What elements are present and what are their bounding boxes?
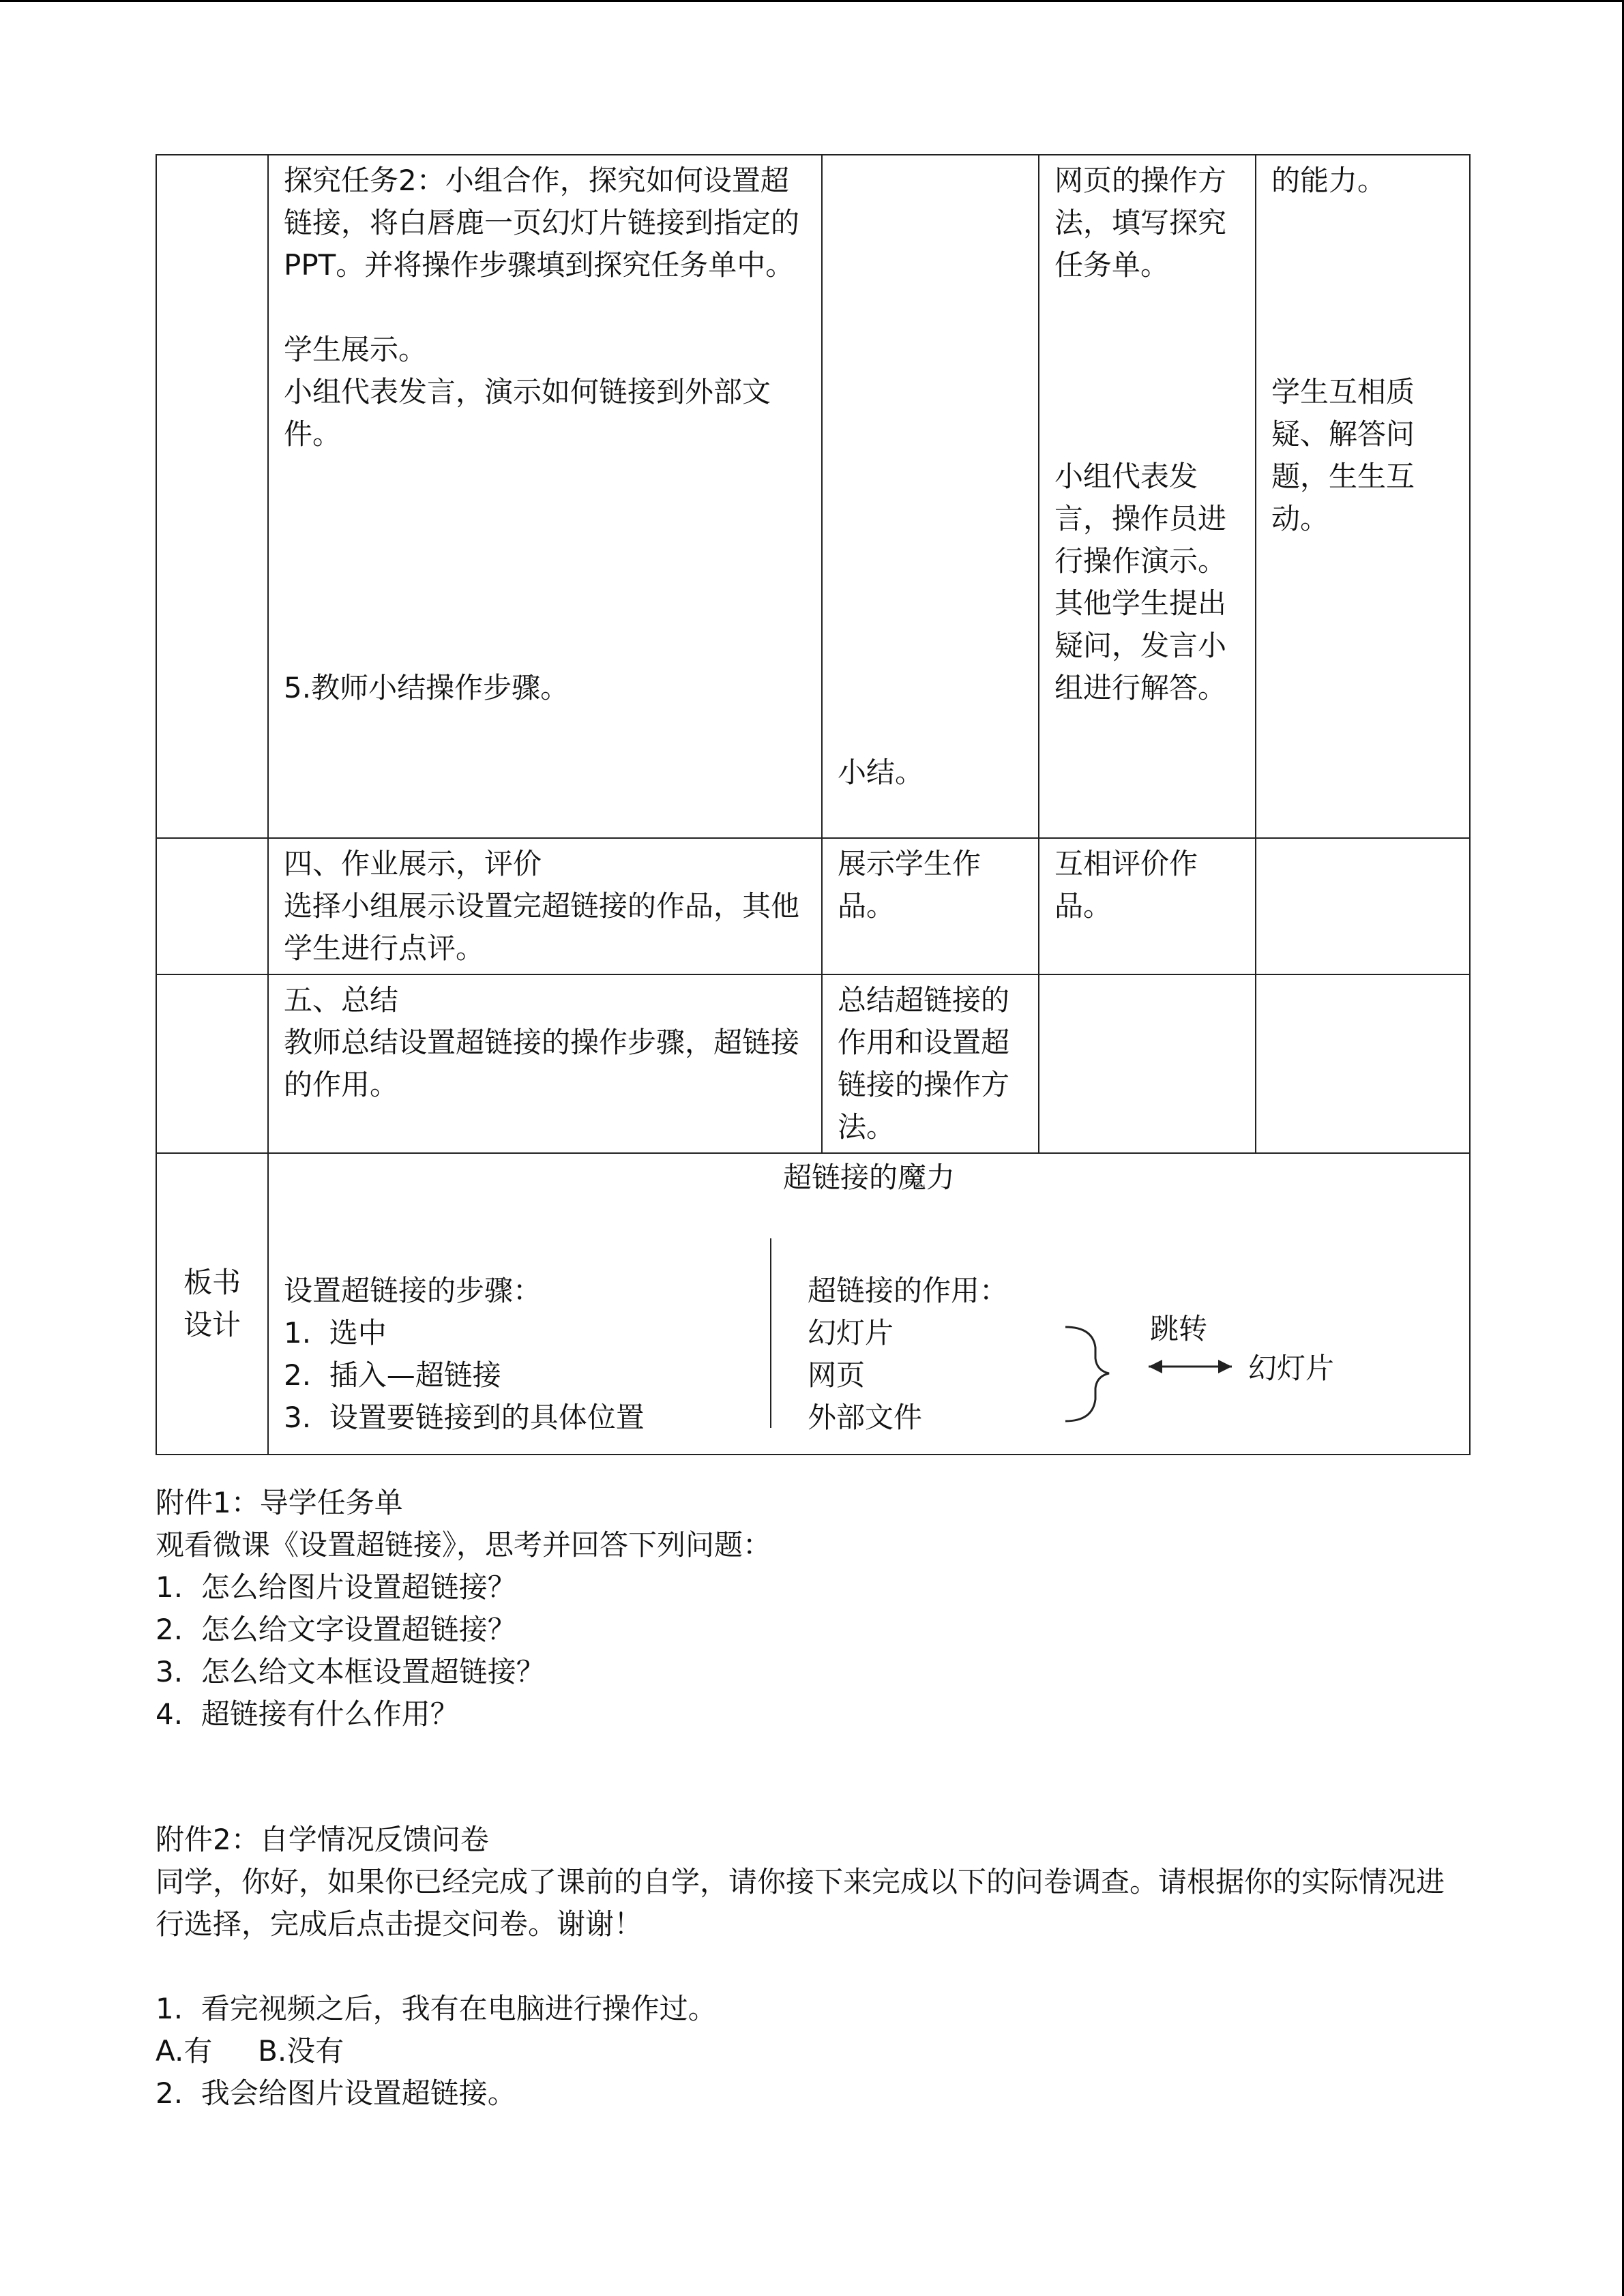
step-item: 1. 选中 [284, 1316, 387, 1350]
activity-heading: 四、作业展示，评价 [284, 847, 542, 880]
attachment-1 [156, 1482, 771, 1735]
activity-cell [268, 838, 822, 974]
step-item: 3. 设置要链接到的具体位置 [284, 1401, 645, 1434]
student-text: 小组代表发言，操作员进行操作演示。 [1054, 460, 1227, 578]
intent-cell [1256, 974, 1470, 1153]
question-item: 2. 怎么给文字设置超链接？ [156, 1613, 516, 1646]
activity-text: 教师总结设置超链接的操作步骤，超链接的作用。 [284, 1026, 800, 1101]
student-text: 互相评价作品。 [1054, 847, 1198, 923]
student-cell [1039, 974, 1256, 1153]
table-row-board-design [156, 1153, 1470, 1455]
table-row-show [156, 838, 1470, 974]
teacher-text: 总结超链接的作用和设置超链接的操作方法。 [838, 983, 1010, 1144]
board-design [269, 1154, 1469, 1454]
board-design-cell [268, 1153, 1470, 1455]
student-cell [1039, 155, 1256, 838]
student-cell [1039, 838, 1256, 974]
source-item: 幻灯片 [808, 1316, 894, 1350]
attachment-2 [156, 1819, 1472, 2115]
uses-title: 超链接的作用： [808, 1274, 1009, 1307]
stage-cell-empty [156, 838, 268, 974]
source-item: 网页 [808, 1358, 866, 1392]
lesson-plan-table [156, 154, 1471, 1455]
source-item: 外部文件 [808, 1401, 923, 1434]
activity-cell [268, 974, 822, 1153]
survey-question: 2. 我会给图片设置超链接。 [156, 2076, 516, 2110]
activity-heading: 五、总结 [284, 983, 399, 1017]
table-row-summary [156, 974, 1470, 1153]
teacher-cell [822, 838, 1039, 974]
survey-question: 1. 看完视频之后，我有在电脑进行操作过。 [156, 1992, 717, 2025]
attachment-1-title: 附件1：导学任务单 [156, 1486, 403, 1519]
step-item: 2. 插入—超链接 [284, 1358, 501, 1392]
activity-text: 小组代表发言，演示如何链接到外部文件。 [284, 375, 771, 451]
intent-cell [1256, 155, 1470, 838]
jump-label: 跳转 [1150, 1312, 1208, 1345]
intent-text: 的能力。 [1271, 164, 1387, 197]
teacher-cell [822, 155, 1039, 838]
question-item: 4. 超链接有什么作用？ [156, 1697, 459, 1731]
attachment-2-title: 附件2：自学情况反馈问卷 [156, 1823, 489, 1856]
student-text: 网页的操作方法，填写探究任务单。 [1054, 164, 1227, 282]
stage-cell-empty [156, 974, 268, 1153]
teacher-text: 小结。 [838, 756, 924, 789]
intent-cell [1256, 838, 1470, 974]
board-diagram [269, 1154, 1470, 1454]
activity-cell [268, 155, 822, 838]
board-label-cell [156, 1153, 268, 1455]
activity-text: 5.教师小结操作步骤。 [284, 671, 570, 704]
question-item: 1. 怎么给图片设置超链接？ [156, 1570, 516, 1604]
teacher-cell [822, 974, 1039, 1153]
activity-text: 探究任务2：小组合作，探究如何设置超链接，将白唇鹿一页幻灯片链接到指定的PPT。并将操作步骤填到探究任务单中。 [284, 164, 800, 282]
steps-title: 设置超链接的步骤： [284, 1274, 542, 1307]
teacher-text: 展示学生作品。 [838, 847, 981, 923]
board-title: 超链接的魔力 [782, 1161, 955, 1194]
jump-target: 幻灯片 [1248, 1352, 1335, 1385]
board-label-line: 板书 [183, 1266, 241, 1299]
arrow-right-head-icon [1218, 1360, 1232, 1373]
stage-cell-empty [156, 155, 268, 838]
student-text: 其他学生提出疑问，发言小组进行解答。 [1054, 586, 1227, 704]
attachment-1-intro: 观看微课《设置超链接》，思考并回答下列问题： [156, 1528, 772, 1562]
right-brace-icon [1065, 1327, 1109, 1421]
question-item: 3. 怎么给文本框设置超链接？ [156, 1655, 545, 1688]
activity-text: 学生展示。 [284, 333, 428, 366]
arrow-left-head-icon [1149, 1360, 1162, 1373]
attachment-2-intro: 同学，你好，如果你已经完成了课前的自学，请你接下来完成以下的问卷调查。请根据你的实际情况进行选择，完成后点击提交问卷。谢谢！ [156, 1865, 1445, 1941]
activity-text: 选择小组展示设置完超链接的作品，其他学生进行点评。 [284, 889, 800, 965]
table-row-inquiry [156, 155, 1470, 838]
intent-text: 学生互相质疑、解答问题，生生互动。 [1271, 375, 1415, 535]
page-top-border [0, 0, 1624, 2]
board-label-line: 设计 [183, 1308, 241, 1341]
survey-options: A.有 B.没有 [156, 2034, 344, 2068]
